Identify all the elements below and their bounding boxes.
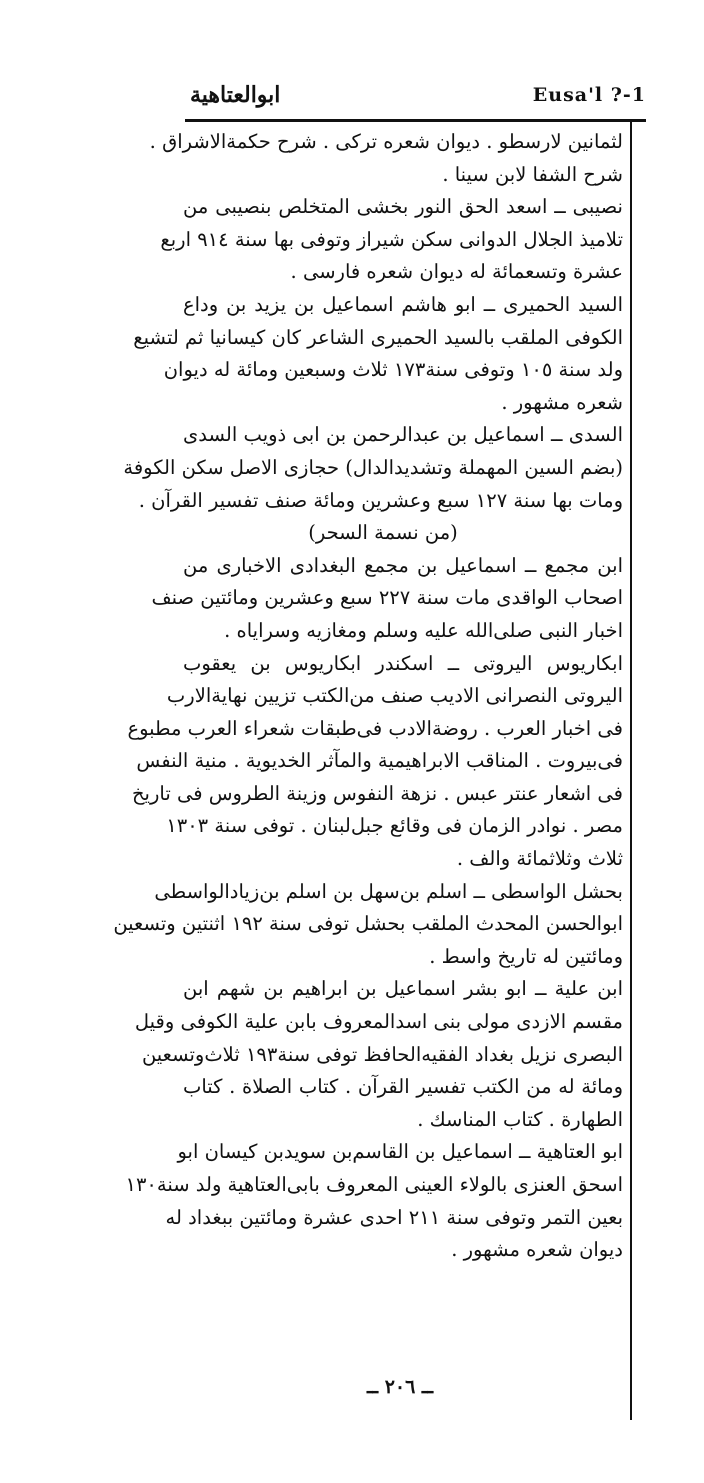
dictionary-entries — [113, 126, 623, 1267]
text-line: عشرة وتسعمائة له ديوان شعره فارسى . — [290, 260, 623, 284]
entry-heading-line: نصيبى ــ اسعد الحق النور بخشى المتخلص بنصيبى من — [183, 195, 623, 219]
page-number: ــ ٢٠٦ ــ — [366, 1376, 434, 1398]
entry-heading-line: ابن علية ــ ابو بشر اسماعيل بن ابراهيم بن شهم ابن — [183, 977, 623, 1001]
text-line: فى اشعار عنتر عبس . نزهة النفوس وزينة الطروس فى تاريخ — [131, 781, 623, 805]
text-line: ثلاث وثلاثمائة والف . — [456, 847, 623, 871]
text-line: اسحق العنزى بالولاء العينى المعروف بابى‌العتاهية ولد سنة١٣٠ — [125, 1173, 623, 1196]
text-line: ولد سنة ١٠٥ وتوفى سنة١٧٣ ثلاث وسبعين ومائة له ديوان — [163, 358, 623, 382]
text-line: ومات بها سنة ١٢٧ سبع وعشرين ومائة صنف تفسير القرآن . — [138, 488, 623, 512]
running-title: ابوالعتاهية — [190, 82, 281, 108]
text-line: ابوالحسن المحدث الملقب بحشل توفى سنة ١٩٢ اثنتين وتسعين — [113, 912, 623, 936]
text-line: شعره مشهور . — [501, 390, 623, 414]
text-line: بعين التمر وتوفى سنة ٢١١ احدى عشرة ومائتين ببغداد له — [165, 1205, 623, 1229]
page-reference: Eusa'l ?-1 — [532, 84, 646, 106]
text-line: ديوان شعره مشهور . — [451, 1238, 623, 1262]
entry-heading-line: السيد الحميرى ــ ابو هاشم اسماعيل بن يزيد بن وداع — [183, 292, 623, 316]
source-note: (من نسمة السحر) — [308, 521, 458, 545]
text-line: شرح الشفا لابن سينا . — [442, 162, 623, 186]
text-line: مصر . نوادر الزمان فى وقائع جبل‌لبنان . توفى سنة ١٣٠٣ — [166, 814, 623, 838]
text-line: لثمانين لارسطو . ديوان شعره تركى . شرح حكمةالاشراق . — [149, 130, 623, 153]
text-line: ومائتين له تاريخ واسط . — [429, 944, 623, 968]
entry-heading-line: السدى ــ اسماعيل بن عبدالرحمن بن ابى ذويب السدى — [183, 423, 623, 447]
text-line: فى اخبار العرب . روضةالادب فى‌طبقات شعراء العرب مطبوع — [127, 716, 623, 740]
text-line: تلاميذ الجلال الدوانى سكن شيراز وتوفى بها سنة ٩١٤ اربع — [160, 227, 623, 251]
text-line: مقسم الازدى مولى بنى اسدالمعروف بابن علية الكوفى وقيل — [134, 1010, 623, 1034]
text-line: الطهارة . كتاب المناسك . — [417, 1107, 623, 1131]
entry-heading-line: ابن مجمع ــ اسماعيل بن مجمع البغدادى الاخبارى من — [183, 553, 623, 577]
entry-heading-line: بحشل الواسطى ــ اسلم بن‌سهل بن اسلم بن‌زيادالواسطى — [154, 879, 623, 903]
text-line: البصرى نزيل بغداد الفقيه‌الحافظ توفى سنة١٩٣ ثلاث‌وتسعين — [141, 1042, 623, 1066]
text-line: فى‌بيروت . المناقب الابراهيمية والمآثر الخديوية . منية النفس — [136, 749, 623, 773]
text-line: اليروتى النصرانى الاديب صنف من‌الكتب تزيين نهايةالارب — [166, 684, 623, 708]
entry-heading-line: ابكاريوس اليروتى ــ اسكندر ابكاريوس بن يعقوب — [183, 651, 623, 675]
text-line: اخبار النبى صلى‌الله عليه وسلم ومغازيه وسراياه . — [224, 618, 623, 642]
text-line: ومائة له من الكتب تفسير القرآن . كتاب الصلاة . كتاب — [183, 1075, 623, 1099]
margin-rule — [630, 120, 632, 1420]
header-rule — [185, 119, 646, 122]
entry-heading-line: ابو العتاهية ــ اسماعيل بن القاسم‌بن سويدبن كيسان ابو — [177, 1140, 623, 1164]
text-line: (بضم السين المهملة وتشديدالدال) حجازى الاصل سكن الكوفة — [123, 455, 623, 479]
text-line: الكوفى الملقب بالسيد الحميرى الشاعر كان كيسانيا ثم لتشيع — [133, 325, 623, 349]
text-line: اصحاب الواقدى مات سنة ٢٢٧ سبع وعشرين ومائتين صنف — [151, 586, 623, 610]
